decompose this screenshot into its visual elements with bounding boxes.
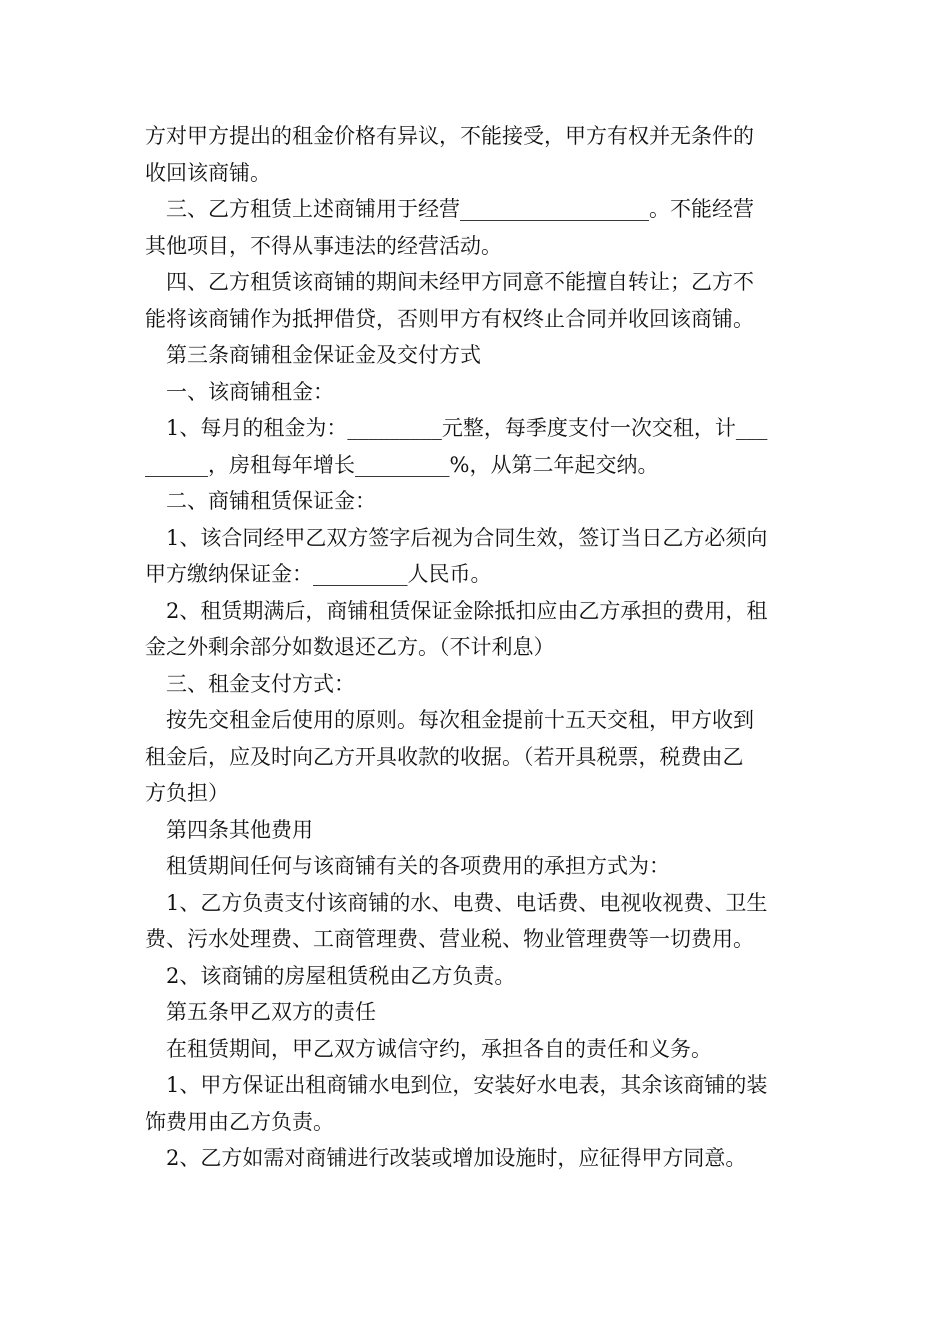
text-line: 1、该合同经甲乙双方签字后视为合同生效，签订当日乙方必须向 — [145, 525, 768, 550]
text-line: 能将该商铺作为抵押借贷，否则甲方有权终止合同并收回该商铺。 — [145, 306, 754, 331]
text-line: 1、每月的租金为：_________元整，每季度支付一次交租，计___ — [145, 416, 768, 440]
text-line: 1、甲方保证出租商铺水电到位，安装好水电表，其余该商铺的装 — [145, 1073, 768, 1097]
text-line: 饰费用由乙方负责。 — [145, 1109, 334, 1134]
text-line: 二、商铺租赁保证金： — [145, 489, 376, 513]
section-heading: 第五条甲乙双方的责任 — [145, 1000, 376, 1024]
text-line: 三、租金支付方式： — [145, 671, 355, 696]
text-line: 在租赁期间，甲乙双方诚信守约，承担各自的责任和义务。 — [145, 1036, 712, 1061]
text-line: 收回该商铺。 — [145, 160, 271, 185]
text-line: ______，房租每年增长_________%，从第二年起交纳。 — [145, 452, 659, 477]
text-line: 方对甲方提出的租金价格有异议，不能接受，甲方有权并无条件的 — [145, 124, 754, 148]
text-line: 2、该商铺的房屋租赁税由乙方负责。 — [145, 963, 516, 988]
text-line: 2、租赁期满后，商铺租赁保证金除抵扣应由乙方承担的费用，租 — [145, 598, 768, 623]
text-line: 2、乙方如需对商铺进行改装或增加设施时，应征得甲方同意。 — [145, 1146, 747, 1170]
text-line: 方负担） — [145, 781, 229, 805]
text-line: 租赁期间任何与该商铺有关的各项费用的承担方式为： — [145, 854, 670, 878]
text-line: 租金后，应及时向乙方开具收款的收据。（若开具税票，税费由乙 — [145, 744, 744, 769]
text-line: 甲方缴纳保证金：_________人民币。 — [145, 562, 492, 586]
section-heading: 第三条商铺租金保证金及交付方式 — [145, 343, 481, 367]
text-line: 费、污水处理费、工商管理费、营业税、物业管理费等一切费用。 — [145, 927, 754, 951]
text-line: 其他项目，不得从事违法的经营活动。 — [145, 233, 502, 258]
text-line: 三、乙方租赁上述商铺用于经营__________________。不能经营 — [145, 197, 754, 221]
document-body — [145, 118, 810, 1177]
section-heading: 第四条其他费用 — [145, 817, 313, 842]
text-line: 金之外剩余部分如数退还乙方。（不计利息） — [145, 635, 555, 659]
text-line: 一、该商铺租金： — [145, 379, 334, 404]
text-line: 按先交租金后使用的原则。每次租金提前十五天交租，甲方收到 — [145, 708, 754, 732]
text-line: 四、乙方租赁该商铺的期间未经甲方同意不能擅自转让；乙方不 — [145, 270, 754, 294]
text-line: 1、乙方负责支付该商铺的水、电费、电话费、电视收视费、卫生 — [145, 890, 768, 915]
